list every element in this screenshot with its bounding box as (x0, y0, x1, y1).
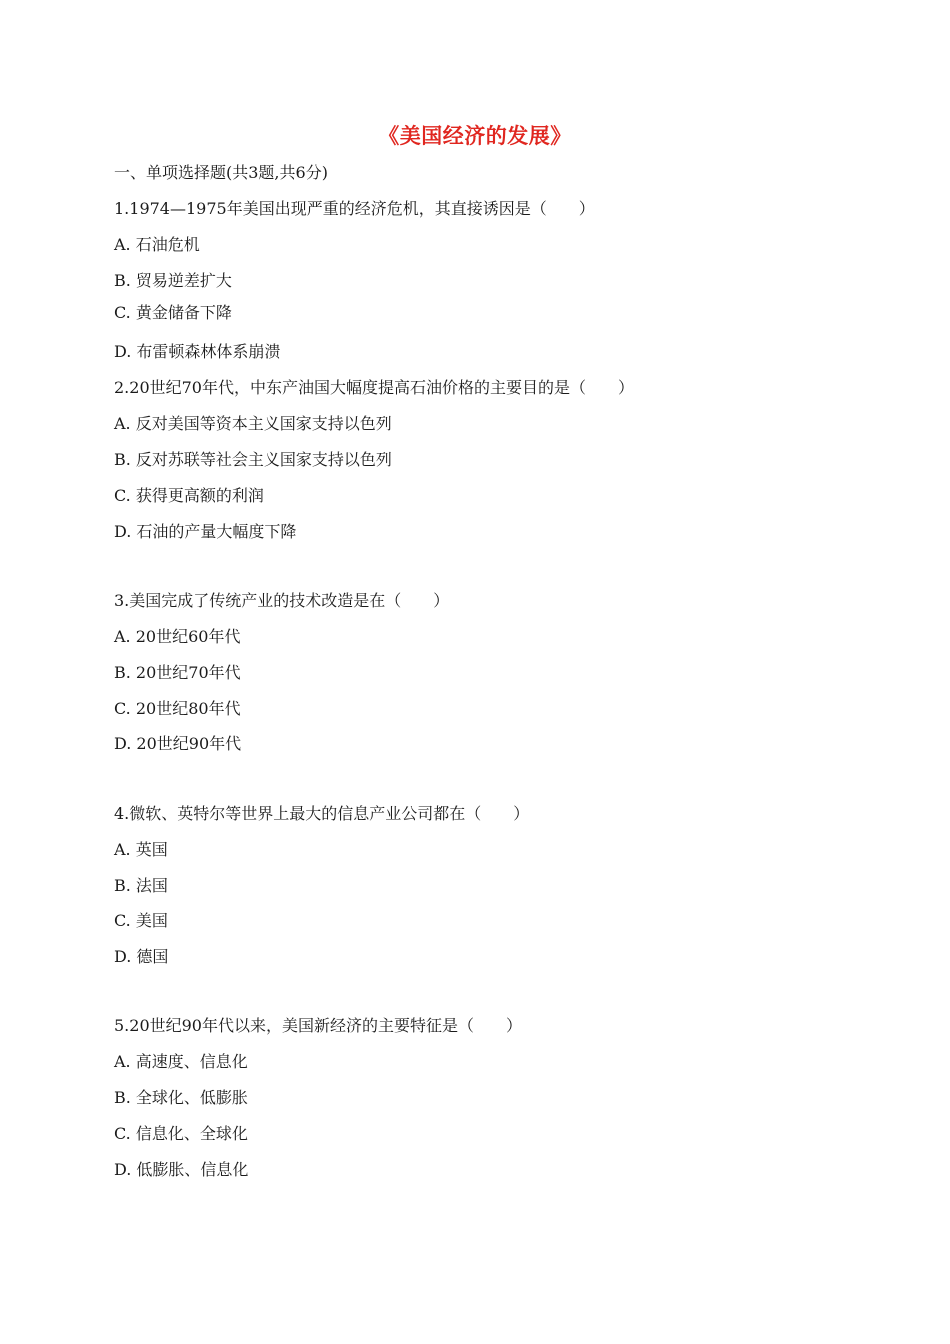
question-3-stem: 3.美国完成了传统产业的技术改造是在（ ） (114, 591, 450, 610)
question-1-option-d: D. 布雷顿森林体系崩溃 (114, 342, 281, 361)
question-3-option-d: D. 20世纪90年代 (114, 734, 242, 753)
question-2-option-d: D. 石油的产量大幅度下降 (114, 522, 297, 541)
question-5-stem: 5.20世纪90年代以来，美国新经济的主要特征是（ ） (114, 1016, 522, 1035)
question-3-option-a: A. 20世纪60年代 (114, 627, 241, 646)
question-5-option-a: A. 高速度、信息化 (114, 1052, 248, 1071)
question-5-option-b: B. 全球化、低膨胀 (114, 1088, 248, 1107)
question-2-option-a: A. 反对美国等资本主义国家支持以色列 (114, 414, 392, 433)
question-2-option-b: B. 反对苏联等社会主义国家支持以色列 (114, 450, 392, 469)
section-heading: 一、单项选择题(共3题,共6分) (114, 163, 328, 182)
question-3-option-c: C. 20世纪80年代 (114, 699, 241, 718)
question-1-option-a: A. 石油危机 (114, 235, 200, 254)
question-4-stem: 4.微软、英特尔等世界上最大的信息产业公司都在（ ） (114, 804, 530, 823)
question-4-option-d: D. 德国 (114, 947, 169, 966)
question-4-option-c: C. 美国 (114, 911, 168, 930)
question-2-stem: 2.20世纪70年代，中东产油国大幅度提高石油价格的主要目的是（ ） (114, 378, 634, 397)
question-4-option-a: A. 英国 (114, 840, 168, 859)
question-4-option-b: B. 法国 (114, 876, 168, 895)
question-1-option-c: C. 黄金储备下降 (114, 303, 232, 322)
question-1-option-b: B. 贸易逆差扩大 (114, 271, 232, 290)
question-3-option-b: B. 20世纪70年代 (114, 663, 241, 682)
question-1-stem: 1.1974—1975年美国出现严重的经济危机，其直接诱因是（ ） (114, 199, 595, 218)
document-title: 《美国经济的发展》 (378, 123, 572, 148)
question-5-option-c: C. 信息化、全球化 (114, 1124, 248, 1143)
question-2-option-c: C. 获得更高额的利润 (114, 486, 264, 505)
question-5-option-d: D. 低膨胀、信息化 (114, 1160, 249, 1179)
